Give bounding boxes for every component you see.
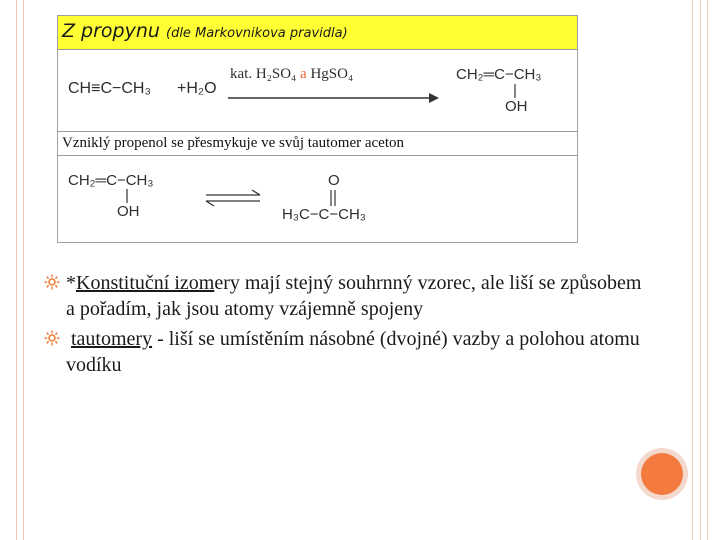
equilibrium-arrows (202, 188, 264, 208)
sun-bullet-icon (44, 274, 60, 290)
right-decor-line (707, 0, 708, 540)
bond-line (513, 84, 517, 98)
left-decor-line (16, 0, 17, 540)
bond-line (125, 189, 129, 203)
bullet-text: - liší se umístěním násobné (dvojné) vazby a polohou atomu vodíku (66, 328, 640, 376)
bullet-item (44, 270, 644, 322)
left-decor-line (23, 0, 24, 540)
row-separator (58, 155, 577, 156)
right-decor-line (700, 0, 701, 540)
decor-circle-inner (641, 453, 683, 495)
bullet-text: * (66, 272, 76, 294)
figure-title: Z propynu (dle Markovnikova pravidla) (62, 20, 348, 42)
enol-left-top: CH₂═C−CH₃ (68, 172, 154, 189)
product-enol-top: CH₂═C−CH₃ (456, 66, 542, 83)
reactant-propyne: CH≡C−CH₃ (68, 80, 151, 97)
bullet-item (44, 326, 644, 378)
sun-bullet-icon (44, 330, 60, 346)
acetone-oxygen: O (328, 172, 340, 189)
carbonyl-double-bond (329, 190, 337, 206)
bullet-list (44, 270, 644, 382)
row-separator (58, 131, 577, 132)
reaction-arrow (226, 92, 441, 104)
bullet-text: ery mají stejný souhrnný vzorec, ale liší se způsobem a pořadím, jak jsou atomy vzájemně spojeny (66, 272, 642, 320)
tautomer-note: Vzniklý propenol se přesmykuje ve svůj tautomer aceton (62, 135, 404, 151)
bullet-term: Konstituční izom (76, 272, 215, 294)
catalyst-label: kat. H₂SO₄ a HgSO₄ (230, 66, 354, 82)
acetone-formula: H₃C−C−CH₃ (282, 206, 366, 223)
enol-left-oh: OH (117, 203, 140, 220)
bullet-term: tautomery (71, 328, 153, 350)
product-enol-oh: OH (505, 98, 528, 115)
reagent-water: +H₂O (177, 80, 217, 97)
chemistry-figure (57, 15, 578, 243)
right-decor-line (692, 0, 693, 540)
figure-title-bar (58, 16, 577, 50)
